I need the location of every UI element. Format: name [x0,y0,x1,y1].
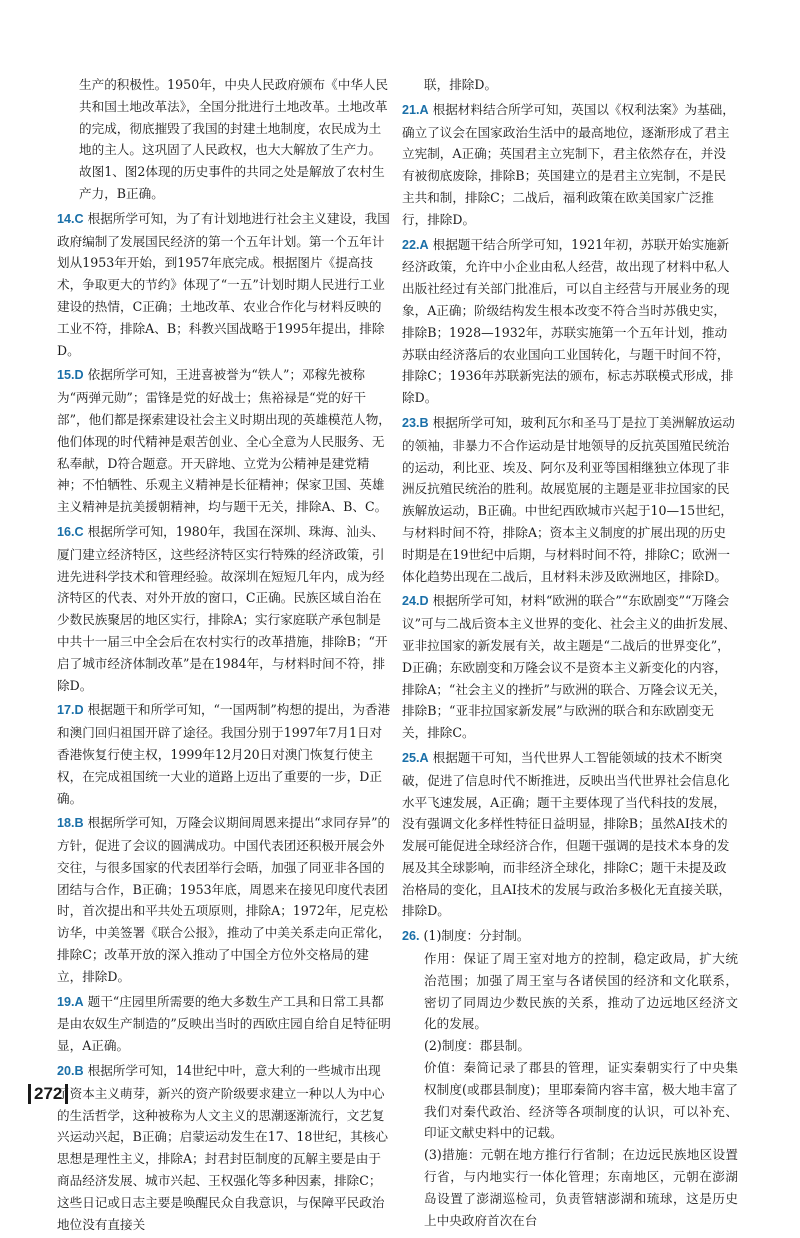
question-number: 24.D [402,594,429,609]
answer-16 [57,521,393,696]
answer-17 [57,699,393,809]
question-number: 26. [402,929,420,944]
left-continuation: 生产的积极性。1950年，中央人民政府颁布《中华人民共和国土地改革法》，全国分批进行土地改革。土地改革的完成，彻底摧毁了我国的封建土地制度，农民成为土地的主人。这巩固了人民政权，也大大解放了生产力。故图1、图2体现的历史事件的共同之处是解放了农村生产力，B正确。 [79,77,389,201]
answer-text: 根据所学可知，材料“欧洲的联合”“东欧剧变”“万隆会议”可与二战后资本主义世界的变化、社会主义的曲折发展、亚非拉国家的新发展有关，故主题是“二战后的世界变化”，D正确；东欧剧变和万隆会议不是资本主义新变化的内容，排除A；“社会主义的挫折”与欧洲的联合、万隆会议无关，排除B；“亚非拉国家新发展”与欧洲的联合和东欧剧变无关，排除C。 [402,593,736,741]
question-number: 21.A [402,102,429,117]
answer-26 [402,925,738,1231]
right-continuation: 联，排除D。 [424,77,498,92]
answer-text: 根据所学可知，玻利瓦尔和圣马丁是拉丁美洲解放运动的领袖，非暴力不合作运动是甘地领导的反抗英国殖民统治的运动，利比亚、埃及、阿尔及利亚等国相继独立体现了非洲反抗殖民统治的胜利。故展览展的主题是亚非拉国家的民族解放运动，B正确。中世纪西欧城市兴起于10—15世纪，与材料时间不符，排除A；资本主义制度的扩展出现的历史时期是在19世纪中后期，与材料时间不符，排除C；欧洲一体化趋势出现在二战后，且材料未涉及欧洲地区，排除D。 [402,414,735,584]
answer-text: 根据所学可知，为了有计划地进行社会主义建设，我国政府编制了发展国民经济的第一个五年计划。第一个五年计划从1953年开始，到1957年底完成。根据图片《提高技术，争取更大的节约》体现了“一五”计划时期人民进行工业建设的热情，C正确；土地改革、农业合作化与材料反映的工业不符，排除A、B；科教兴国战略于1995年提出，排除D。 [57,210,390,358]
right-column [402,74,738,1234]
answer-text: 根据所学可知，1980年，我国在深圳、珠海、汕头、厦门建立经济特区，这些经济特区实行特殊的经济政策，引进先进科学技术和管理经验。故深圳在短短几年内，成为经济特区的代表、对外开放的窗口，C正确。民族区域自治在少数民族聚居的地区实行，排除A；实行家庭联产承包制是中共十一届三中全会后在农村实行的改革措施，排除B；“开启了城市经济体制改革”是在1984年，与材料时间不符，排除D。 [57,523,388,693]
question-number: 17.D [57,703,84,718]
answer-14 [57,208,393,362]
answer-text: 根据所学可知，14世纪中叶，意大利的一些城市出现了资本主义萌芽，新兴的资产阶级要求建立一种以人为中心的生活哲学，这种被称为人文主义的思潮逐渐流行，文艺复兴运动兴起，B正确；启蒙运动发生在17、18世纪，其核心思想是理性主义，排除A；封君封臣制度的瓦解主要是由于商品经济发展、城市兴起、王权强化等多种因素，排除C；这些日记或日志主要是唤醒民众自我意识，与保障平民政治地位没有直接关 [57,1063,388,1232]
answer-part: (3)措施：元朝在地方推行行省制；在边远民族地区设置行省，与内地实行一体化管理；东南地区，元朝在澎湖岛设置了澎湖巡检司，负责管辖澎湖和琉球，这是历史上中央政府首次在台 [424,1147,738,1228]
answer-text: 根据所学可知，万隆会议期间周恩来提出“求同存异”的方针，促进了会议的圆满成功。中国代表团还积极开展会外交往，与很多国家的代表团举行会晤，加强了同亚非各国的团结与合作，B正确；1953年底，周恩来在接见印度代表团时，首次提出和平共处五项原则，排除A；1972年，尼克松访华，中美签署《联合公报》，推动了中美关系走向正常化，排除C；改革开放的深入推动了中国全方位外交格局的建立，排除D。 [57,815,391,984]
question-number: 23.B [402,415,429,430]
answer-20 [57,1060,393,1235]
question-number: 18.B [57,816,84,831]
answer-text: 根据题干可知，当代世界人工智能领域的技术不断突破，促进了信息时代不断推进，反映出当代世界社会信息化水平飞速发展，A正确；题干主要体现了当代科技的发展，没有强调文化多样性特征日益明显，排除B；虽然AI技术的发展可能促进全球经济合作，但题干强调的是技术本身的发展及其全球影响，而非经济全球化，排除C；题干未提及政治格局的变化，且AI技术的发展与政治多极化无直接关联，排除D。 [402,749,731,919]
answer-24 [402,590,738,744]
question-number: 19.A [57,994,84,1009]
answer-23 [402,412,738,587]
question-number: 16.C [57,524,84,539]
left-column [57,74,393,1238]
answer-part: 作用：保证了周王室对地方的控制，稳定政局，扩大统治范围；加强了周王室与各诸侯国的经济和文化联系，密切了同周边少数民族的关系，推动了边远地区经济文化的发展。 [424,951,738,1032]
answer-22 [402,234,738,409]
answer-part: (2)制度：郡县制。 [424,1038,530,1054]
question-number: 14.C [57,211,84,226]
question-number: 22.A [402,237,429,252]
page-number: 272 [28,1084,68,1104]
question-number: 20.B [57,1064,84,1079]
answer-15 [57,364,393,518]
answer-text: 根据材料结合所学可知，英国以《权利法案》为基础，确立了议会在国家政治生活中的最高地位，逐渐形成了君主立宪制，A正确；英国君主立宪制下，君主依然存在，并没有被彻底废除，排除B；英国建立的是君主立宪制，不是民主共和制，排除C；二战后，福利政策在欧美国家广泛推行，排除D。 [402,101,735,227]
answer-25 [402,747,738,922]
answer-part: 价值：秦简记录了郡县的管理，证实秦朝实行了中央集权制度(或郡县制度)；里耶秦简内容丰富，极大地丰富了我们对秦代政治、经济等各项制度的认识，可以补充、印证文献史料中的记载。 [424,1060,738,1141]
question-number: 25.A [402,750,429,765]
answer-text: 依据所学可知，王进喜被誉为“铁人”；邓稼先被称为“两弹元勋”；雷锋是党的好战士；焦裕禄是“党的好干部”，他们都是探索建设社会主义时期出现的英雄模范人物，他们体现的时代精神是艰苦创业、全心全意为人民服务、无私奉献，D符合题意。开天辟地、立党为公精神是建党精神；不怕牺牲、乐观主义精神是长征精神；保家卫国、英雄主义精神是抗美援朝精神，均与题干无关，排除A、B、C。 [57,367,391,515]
answer-19 [57,991,393,1057]
answer-part: (1)制度：分封制。 [423,928,530,944]
answer-text: 题干“庄园里所需要的绝大多数生产工具和日常工具都是由农奴生产制造的”反映出当时的西欧庄园自给自足特征明显，A正确。 [57,993,391,1054]
answer-18 [57,812,393,987]
answer-text: 根据题干结合所学可知，1921年初，苏联开始实施新经济政策，允许中小企业由私人经营，故出现了材料中私人出版社经过有关部门批准后，可以自主经营与开展业务的现象，A正确；阶级结构发生根本改变不符合当时苏俄史实，排除B；1928—1932年，苏联实施第一个五年计划，推动苏联由经济落后的农业国向工业国转化，与题干时间不符，排除C；1936年苏联新宪法的颁布，标志苏联模式形成，排除D。 [402,236,734,406]
answer-21 [402,99,738,231]
question-number: 15.D [57,368,84,383]
answer-text: 根据题干和所学可知，“一国两制”构想的提出，为香港和澳门回归祖国开辟了途径。我国分别于1997年7月1日对香港恢复行使主权，1999年12月20日对澳门恢复行使主权，在完成祖国统一大业的道路上迈出了重要的一步，D正确。 [57,702,391,806]
